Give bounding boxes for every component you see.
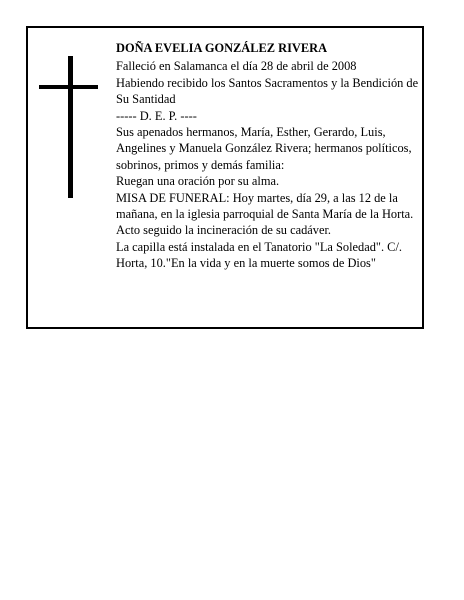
prayer-line: Ruegan una oración por su alma. (116, 174, 280, 189)
obituary-text (116, 40, 426, 272)
cross-vertical-bar (68, 56, 73, 198)
chapel-line: La capilla está instalada en el Tanatorio "La Soledad". C/. Horta, 10."En la vida y en la muerte somos de Dios" (116, 239, 402, 271)
death-line: Falleció en Salamanca el día 28 de abril de 2008 (116, 59, 357, 74)
rip-line: ----- D. E. P. ---- (116, 108, 197, 123)
deceased-name: DOÑA EVELIA GONZÁLEZ RIVERA (116, 41, 328, 55)
sacraments-line: Habiendo recibido los Santos Sacramentos y la Bendición de Su Santidad (116, 75, 419, 107)
cross-horizontal-bar (39, 85, 98, 89)
obituary-notice (26, 26, 424, 329)
funeral-mass-line: MISA DE FUNERAL: Hoy martes, día 29, a las 12 de la mañana, en la iglesia parroquial de Santa María de la Horta. Acto seguido la incineración de su cadáver. (116, 190, 414, 238)
family-line: Sus apenados hermanos, María, Esther, Gerardo, Luis, Angelines y Manuela González Rivera; hermanos políticos, sobrinos, primos y demás familia: (116, 125, 412, 172)
